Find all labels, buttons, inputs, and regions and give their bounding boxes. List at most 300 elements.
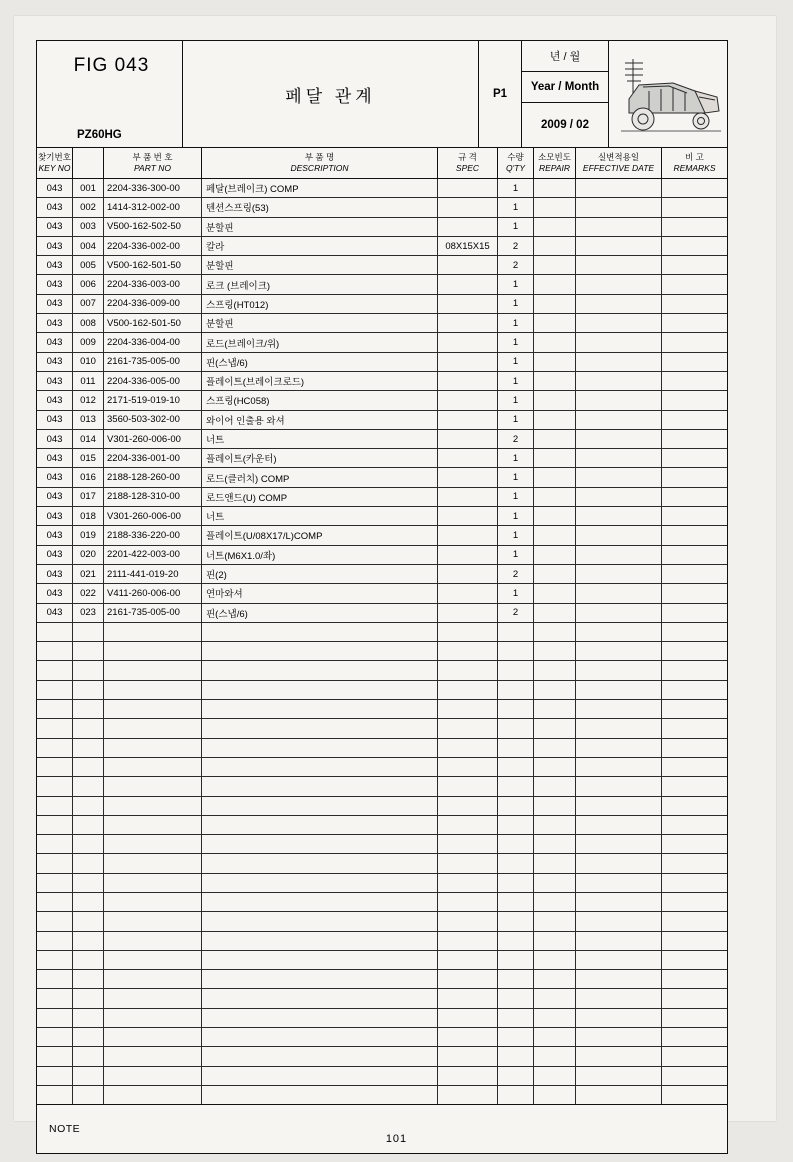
cell-keyno (37, 681, 73, 699)
cell-spec (438, 1028, 498, 1046)
cell-partno: 3560-503-302-00 (104, 411, 202, 429)
col-en: REMARKS (673, 163, 716, 173)
cell-description: 스프링(HC058) (202, 391, 438, 409)
cell-keyno (37, 797, 73, 815)
cell-spec (438, 700, 498, 718)
cell-qty: 1 (498, 449, 534, 467)
cell-repair (534, 1047, 576, 1065)
cell-spec (438, 1047, 498, 1065)
cell-description (202, 623, 438, 641)
cell-qty: 1 (498, 314, 534, 332)
cell-keyno-sub: 020 (73, 546, 104, 564)
cell-partno: 2204-336-001-00 (104, 449, 202, 467)
cell-description (202, 1009, 438, 1027)
cell-qty: 1 (498, 468, 534, 486)
table-row[interactable] (37, 1047, 727, 1066)
cell-description (202, 1086, 438, 1104)
cell-remarks (662, 989, 727, 1007)
table-row[interactable] (37, 604, 727, 623)
cell-remarks (662, 1067, 727, 1085)
cell-effective-date (576, 816, 662, 834)
cell-effective-date (576, 218, 662, 236)
cell-qty (498, 912, 534, 930)
cell-keyno-sub (73, 661, 104, 679)
cell-remarks (662, 237, 727, 255)
cell-remarks (662, 295, 727, 313)
cell-remarks (662, 391, 727, 409)
table-row[interactable] (37, 275, 727, 294)
cell-spec (438, 951, 498, 969)
cell-keyno: 043 (37, 526, 73, 544)
cell-repair (534, 1067, 576, 1085)
table-row[interactable] (37, 488, 727, 507)
cell-spec (438, 1009, 498, 1027)
cell-spec (438, 372, 498, 390)
cell-description: 와이어 인출용 와셔 (202, 411, 438, 429)
cell-keyno (37, 893, 73, 911)
cell-repair (534, 700, 576, 718)
cell-spec (438, 314, 498, 332)
cell-remarks (662, 372, 727, 390)
cell-keyno: 043 (37, 546, 73, 564)
cell-spec (438, 449, 498, 467)
column-header-description (202, 148, 438, 178)
cell-repair (534, 430, 576, 448)
cell-remarks (662, 1086, 727, 1104)
table-row[interactable] (37, 218, 727, 237)
cell-qty (498, 854, 534, 872)
table-row[interactable] (37, 1067, 727, 1086)
cell-repair (534, 275, 576, 293)
cell-qty (498, 777, 534, 795)
cell-keyno: 043 (37, 314, 73, 332)
cell-description: 스프링(HT012) (202, 295, 438, 313)
cell-keyno-sub (73, 642, 104, 660)
cell-keyno: 043 (37, 256, 73, 274)
cell-partno (104, 912, 202, 930)
cell-repair (534, 912, 576, 930)
table-row[interactable] (37, 739, 727, 758)
cell-keyno: 043 (37, 275, 73, 293)
cell-spec (438, 353, 498, 371)
cell-qty: 2 (498, 237, 534, 255)
cell-repair (534, 951, 576, 969)
cell-qty (498, 835, 534, 853)
col-kr: 찾기번호 (38, 152, 71, 163)
cell-effective-date (576, 854, 662, 872)
cell-effective-date (576, 526, 662, 544)
cell-spec (438, 295, 498, 313)
cell-partno: 1414-312-002-00 (104, 198, 202, 216)
cell-keyno (37, 1086, 73, 1104)
cell-keyno (37, 739, 73, 757)
cell-keyno (37, 1028, 73, 1046)
cell-keyno-sub (73, 835, 104, 853)
cell-keyno-sub (73, 623, 104, 641)
cell-repair (534, 295, 576, 313)
cell-effective-date (576, 835, 662, 853)
cell-keyno-sub: 010 (73, 353, 104, 371)
col-kr: 규 격 (458, 152, 477, 163)
table-row[interactable] (37, 430, 727, 449)
cell-qty: 1 (498, 488, 534, 506)
cell-keyno-sub: 008 (73, 314, 104, 332)
cell-keyno-sub: 007 (73, 295, 104, 313)
cell-qty (498, 719, 534, 737)
cell-keyno-sub: 003 (73, 218, 104, 236)
cell-repair (534, 372, 576, 390)
cell-description (202, 854, 438, 872)
table-row[interactable] (37, 179, 727, 198)
cell-spec (438, 777, 498, 795)
cell-partno: V500-162-501-50 (104, 256, 202, 274)
cell-partno (104, 970, 202, 988)
cell-spec (438, 275, 498, 293)
table-row[interactable] (37, 333, 727, 352)
cell-spec (438, 411, 498, 429)
cell-qty: 1 (498, 546, 534, 564)
cell-keyno-sub: 021 (73, 565, 104, 583)
table-row[interactable] (37, 1028, 727, 1047)
col-en: KEY NO (38, 163, 71, 173)
table-row[interactable] (37, 719, 727, 738)
table-row[interactable] (37, 1086, 727, 1105)
cell-effective-date (576, 893, 662, 911)
cell-repair (534, 739, 576, 757)
table-row[interactable] (37, 1009, 727, 1028)
cell-qty (498, 623, 534, 641)
cell-keyno-sub: 013 (73, 411, 104, 429)
cell-qty: 1 (498, 391, 534, 409)
cell-remarks (662, 430, 727, 448)
table-row[interactable] (37, 951, 727, 970)
cell-remarks (662, 951, 727, 969)
cell-qty (498, 989, 534, 1007)
cell-remarks (662, 1028, 727, 1046)
cell-keyno-sub (73, 989, 104, 1007)
cell-spec (438, 256, 498, 274)
cell-keyno (37, 835, 73, 853)
cell-remarks (662, 932, 727, 950)
cell-spec (438, 719, 498, 737)
cell-remarks (662, 835, 727, 853)
cell-repair (534, 816, 576, 834)
cell-effective-date (576, 565, 662, 583)
cell-remarks (662, 758, 727, 776)
cell-qty: 1 (498, 179, 534, 197)
cell-description: 너트 (202, 507, 438, 525)
cell-partno (104, 739, 202, 757)
cell-description: 텐션스프링(53) (202, 198, 438, 216)
col-kr: 부 품 번 호 (132, 152, 173, 163)
table-row[interactable] (37, 797, 727, 816)
cell-repair (534, 488, 576, 506)
col-en: DESCRIPTION (290, 163, 349, 173)
cell-qty: 1 (498, 411, 534, 429)
cell-spec (438, 546, 498, 564)
table-row[interactable] (37, 758, 727, 777)
cell-effective-date (576, 372, 662, 390)
cell-repair (534, 314, 576, 332)
figure-title: 페달 관계 (183, 41, 479, 147)
cell-keyno (37, 661, 73, 679)
cell-partno: V500-162-501-50 (104, 314, 202, 332)
table-row[interactable] (37, 449, 727, 468)
cell-description: 분할핀 (202, 314, 438, 332)
table-row[interactable] (37, 411, 727, 430)
col-en: REPAIR (538, 163, 571, 173)
cell-description: 분할핀 (202, 256, 438, 274)
cell-keyno (37, 989, 73, 1007)
table-row[interactable] (37, 353, 727, 372)
cell-partno: 2161-735-005-00 (104, 604, 202, 622)
cell-repair (534, 777, 576, 795)
cell-keyno: 043 (37, 333, 73, 351)
cell-keyno (37, 854, 73, 872)
cell-keyno: 043 (37, 430, 73, 448)
cell-remarks (662, 777, 727, 795)
cell-keyno-sub: 017 (73, 488, 104, 506)
cell-qty (498, 700, 534, 718)
table-row[interactable] (37, 661, 727, 680)
cell-spec (438, 468, 498, 486)
cell-spec (438, 854, 498, 872)
cell-qty (498, 932, 534, 950)
cell-remarks (662, 411, 727, 429)
cell-partno (104, 719, 202, 737)
cell-partno (104, 681, 202, 699)
cell-remarks (662, 449, 727, 467)
cell-spec (438, 218, 498, 236)
page-number: 101 (385, 1133, 408, 1145)
cell-repair (534, 468, 576, 486)
cell-qty: 1 (498, 372, 534, 390)
figure-number: FIG 043 (73, 55, 150, 76)
cell-description: 플레이트(U/08X17/L)COMP (202, 526, 438, 544)
table-row[interactable] (37, 681, 727, 700)
cell-spec (438, 584, 498, 602)
table-row[interactable] (37, 526, 727, 545)
cell-keyno-sub: 011 (73, 372, 104, 390)
table-row[interactable] (37, 854, 727, 873)
table-row[interactable] (37, 912, 727, 931)
table-row[interactable] (37, 874, 727, 893)
table-row[interactable] (37, 816, 727, 835)
cell-spec (438, 565, 498, 583)
cell-keyno-sub (73, 1028, 104, 1046)
cell-spec (438, 526, 498, 544)
table-row[interactable] (37, 584, 727, 603)
cell-spec (438, 681, 498, 699)
cell-effective-date (576, 661, 662, 679)
cell-partno: 2201-422-003-00 (104, 546, 202, 564)
cell-qty (498, 816, 534, 834)
col-kr: 비 고 (685, 152, 704, 163)
table-row[interactable] (37, 546, 727, 565)
cell-repair (534, 989, 576, 1007)
cell-spec (438, 179, 498, 197)
column-header-qty (498, 148, 534, 178)
cell-effective-date (576, 353, 662, 371)
table-row[interactable] (37, 932, 727, 951)
table-row[interactable] (37, 372, 727, 391)
cell-description (202, 874, 438, 892)
table-row[interactable] (37, 700, 727, 719)
cell-effective-date (576, 295, 662, 313)
cell-keyno-sub (73, 777, 104, 795)
cell-spec (438, 912, 498, 930)
cell-repair (534, 333, 576, 351)
cell-repair (534, 719, 576, 737)
cell-keyno-sub: 006 (73, 275, 104, 293)
cell-description (202, 719, 438, 737)
cell-keyno (37, 1009, 73, 1027)
cell-keyno (37, 623, 73, 641)
cell-keyno-sub: 001 (73, 179, 104, 197)
cell-qty (498, 1086, 534, 1104)
cell-repair (534, 970, 576, 988)
cell-effective-date (576, 758, 662, 776)
cell-description: 칼라 (202, 237, 438, 255)
cell-keyno-sub: 023 (73, 604, 104, 622)
cell-keyno: 043 (37, 411, 73, 429)
cell-repair (534, 179, 576, 197)
table-row[interactable] (37, 198, 727, 217)
cell-description: 로크 (브레이크) (202, 275, 438, 293)
table-row[interactable] (37, 642, 727, 661)
cell-description: 플레이트(카운터) (202, 449, 438, 467)
cell-description (202, 681, 438, 699)
cell-repair (534, 256, 576, 274)
cell-repair (534, 449, 576, 467)
cell-spec (438, 623, 498, 641)
cell-remarks (662, 970, 727, 988)
cell-qty: 1 (498, 295, 534, 313)
cell-repair (534, 758, 576, 776)
cell-effective-date (576, 797, 662, 815)
cell-qty: 2 (498, 565, 534, 583)
parts-table-frame (36, 40, 728, 1154)
table-row[interactable] (37, 256, 727, 275)
cell-keyno-sub (73, 797, 104, 815)
cell-effective-date (576, 546, 662, 564)
cell-partno: 2204-336-300-00 (104, 179, 202, 197)
cell-keyno-sub (73, 912, 104, 930)
cell-qty: 1 (498, 526, 534, 544)
cell-keyno: 043 (37, 565, 73, 583)
cell-repair (534, 198, 576, 216)
cell-spec (438, 642, 498, 660)
cell-partno (104, 777, 202, 795)
cell-partno: 2188-128-310-00 (104, 488, 202, 506)
cell-remarks (662, 661, 727, 679)
cell-spec (438, 333, 498, 351)
cell-repair (534, 642, 576, 660)
table-row[interactable] (37, 893, 727, 912)
cell-partno (104, 1028, 202, 1046)
cell-keyno (37, 874, 73, 892)
cell-partno: 2188-128-260-00 (104, 468, 202, 486)
cell-remarks (662, 565, 727, 583)
table-row[interactable] (37, 468, 727, 487)
cell-remarks (662, 912, 727, 930)
cell-spec (438, 430, 498, 448)
column-header-repair (534, 148, 576, 178)
cell-keyno (37, 932, 73, 950)
cell-repair (534, 874, 576, 892)
cell-keyno: 043 (37, 584, 73, 602)
cell-qty (498, 681, 534, 699)
parts-rows (37, 179, 727, 1105)
cell-effective-date (576, 584, 662, 602)
cell-effective-date (576, 642, 662, 660)
cell-keyno-sub (73, 681, 104, 699)
cell-keyno-sub (73, 700, 104, 718)
cell-description: 너트(M6X1.0/좌) (202, 546, 438, 564)
table-row[interactable] (37, 507, 727, 526)
table-row[interactable] (37, 565, 727, 584)
table-row[interactable] (37, 391, 727, 410)
cell-keyno-sub: 004 (73, 237, 104, 255)
cell-effective-date (576, 411, 662, 429)
table-header (37, 41, 727, 148)
table-row[interactable] (37, 295, 727, 314)
cell-keyno (37, 777, 73, 795)
table-row[interactable] (37, 989, 727, 1008)
cell-keyno-sub (73, 1009, 104, 1027)
cell-qty (498, 758, 534, 776)
cell-effective-date (576, 179, 662, 197)
cell-effective-date (576, 1009, 662, 1027)
table-row[interactable] (37, 314, 727, 333)
cell-partno (104, 1086, 202, 1104)
cell-keyno-sub (73, 719, 104, 737)
cell-partno (104, 1067, 202, 1085)
note-block (37, 1105, 727, 1153)
cell-qty: 1 (498, 333, 534, 351)
cell-partno: V301-260-006-00 (104, 430, 202, 448)
table-row[interactable] (37, 237, 727, 256)
cell-repair (534, 526, 576, 544)
cell-keyno: 043 (37, 468, 73, 486)
cell-partno (104, 623, 202, 641)
cell-effective-date (576, 777, 662, 795)
cell-remarks (662, 333, 727, 351)
cell-keyno: 043 (37, 488, 73, 506)
cell-remarks (662, 1009, 727, 1027)
cell-keyno-sub: 022 (73, 584, 104, 602)
table-row[interactable] (37, 970, 727, 989)
column-header-remarks (662, 148, 727, 178)
cell-partno: 2204-336-003-00 (104, 275, 202, 293)
cell-spec (438, 488, 498, 506)
cell-description (202, 893, 438, 911)
column-header-partno (104, 148, 202, 178)
cell-effective-date (576, 739, 662, 757)
cell-keyno-sub (73, 951, 104, 969)
cell-keyno (37, 951, 73, 969)
table-row[interactable] (37, 623, 727, 642)
cell-keyno: 043 (37, 218, 73, 236)
col-kr: 부 품 명 (304, 152, 335, 163)
cell-spec (438, 198, 498, 216)
table-row[interactable] (37, 777, 727, 796)
table-row[interactable] (37, 835, 727, 854)
cell-effective-date (576, 256, 662, 274)
figure-block (37, 41, 183, 147)
cell-repair (534, 604, 576, 622)
cell-effective-date (576, 604, 662, 622)
